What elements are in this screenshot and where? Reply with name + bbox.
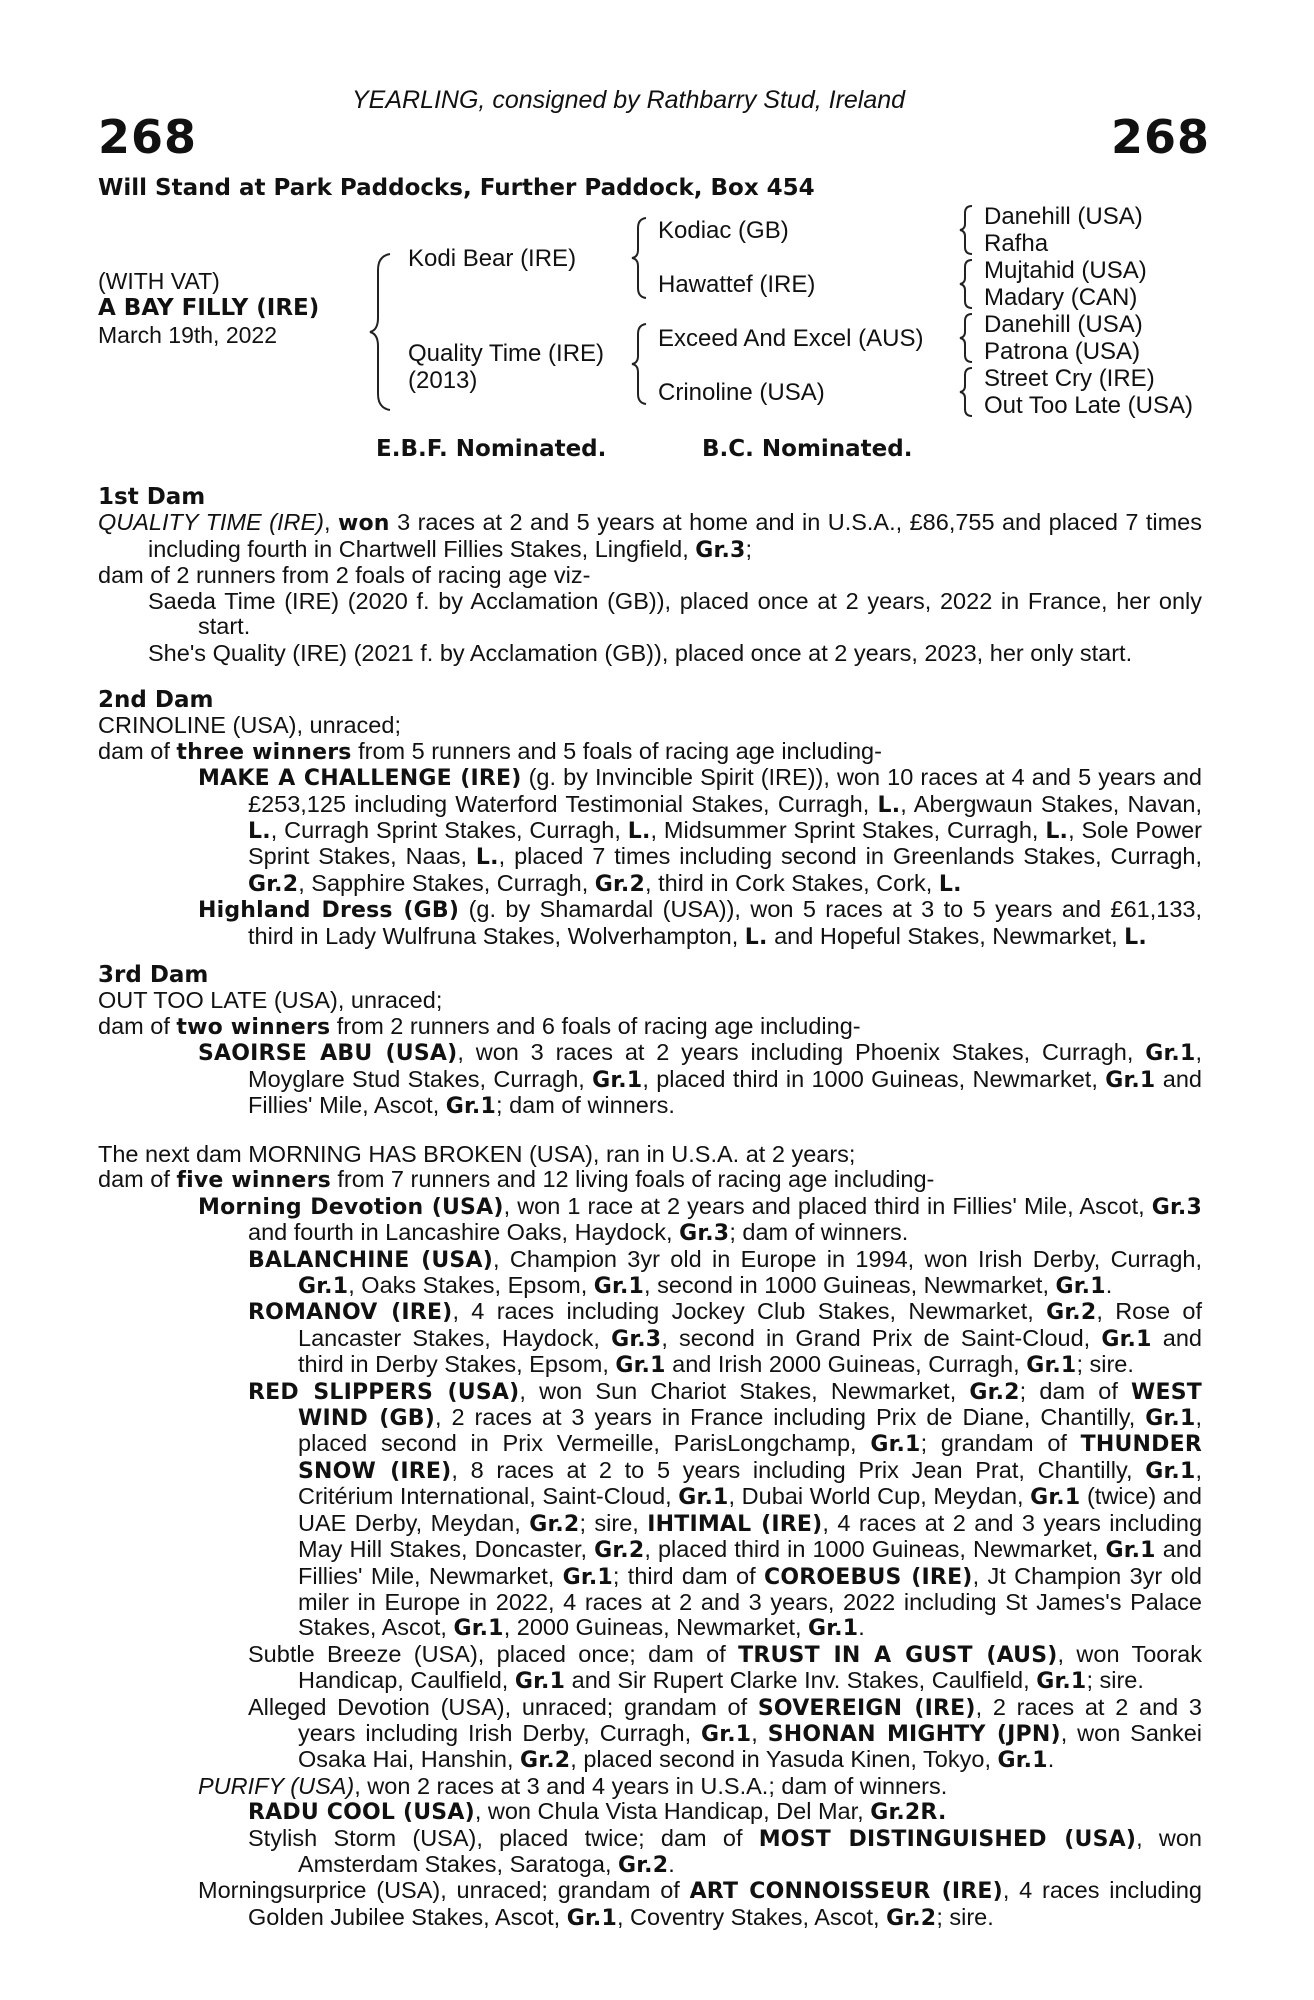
third-dam-section <box>98 963 1202 1119</box>
horse-name: Morning Devotion (USA) <box>198 1194 504 1220</box>
third-dam-produce-summary: dam of two winners from 2 runners and 6 foals of racing age including- <box>98 1012 861 1040</box>
produce-entry: Morningsurprice (USA), unraced; grandam of ART CONNOISSEUR (IRE), 4 races including Golden Jubilee Stakes, Ascot, Gr.1, Coventry Stakes, Ascot, Gr.2; sire. <box>198 1877 1202 1931</box>
dam-year: (2013) <box>408 367 478 394</box>
second-dam-section <box>98 688 1202 950</box>
subject-name: A BAY FILLY (IRE) <box>98 295 320 321</box>
horse-name: RED SLIPPERS (USA) <box>248 1379 520 1405</box>
pedigree-brace-sire <box>630 216 650 300</box>
dam: Quality Time (IRE) <box>408 340 605 367</box>
vat-note: (WITH VAT) <box>98 268 220 294</box>
produce-entry: She's Quality (IRE) (2021 f. by Acclamation (GB)), placed once at 2 years, 2023, her only start. <box>148 640 1133 667</box>
produce-entry: Saeda Time (IRE) (2020 f. by Acclamation (GB)), placed once at 2 years, 2022 in France, her only start. <box>148 587 1202 640</box>
dam-dam: Crinoline (USA) <box>658 379 825 406</box>
granddam-2: Madary (CAN) <box>984 284 1138 311</box>
pedigree-brace-main <box>368 252 398 412</box>
produce-entry: Subtle Breeze (USA), placed once; dam of TRUST IN A GUST (AUS), won Toorak Handicap, Caulfield, Gr.1 and Sir Rupert Clarke Inv. Stakes, Caulfield, Gr.1; sire. <box>248 1640 1202 1695</box>
granddam-4: Out Too Late (USA) <box>984 392 1193 419</box>
stand-location: Will Stand at Park Paddocks, Further Paddock, Box 454 <box>98 175 815 201</box>
produce-entry: RADU COOL (USA), won Chula Vista Handicap, Del Mar, Gr.2R. <box>248 1798 947 1826</box>
next-dam-produce-summary: dam of five winners from 7 runners and 12 living foals of racing age including- <box>98 1166 935 1194</box>
granddam-1: Rafha <box>984 230 1049 257</box>
produce-entry: Highland Dress (GB) (g. by Shamardal (USA)), won 5 races at 3 to 5 years and £61,133, third in Lady Wulfruna Stakes, Wolverhampton, L. and Hopeful Stakes, Newmarket, L. <box>198 896 1202 950</box>
grandsire-4: Street Cry (IRE) <box>984 365 1155 392</box>
produce-entry: Morning Devotion (USA), won 1 race at 2 years and placed third in Fillies' Mile, Ascot, Gr.3 and fourth in Lancashire Oaks, Haydock, Gr.3; dam of winners. <box>198 1192 1202 1247</box>
produce-entry: Stylish Storm (USA), placed twice; dam of MOST DISTINGUISHED (USA), won Amsterdam Stakes, Saratoga, Gr.2. <box>248 1824 1202 1878</box>
first-dam-produce-summary: dam of 2 runners from 2 foals of racing age viz- <box>98 562 591 589</box>
pedigree-brace-g4 <box>958 366 976 418</box>
consignment-line: YEARLING, consigned by Rathbarry Stud, Ireland <box>352 86 906 114</box>
first-dam-title: 1st Dam <box>98 484 206 510</box>
horse-name: RADU COOL (USA) <box>248 1800 475 1826</box>
pedigree-brace-g1 <box>958 204 976 256</box>
grandsire-2: Mujtahid (USA) <box>984 257 1147 284</box>
ebf-nomination: E.B.F. Nominated. <box>376 436 607 462</box>
produce-entry: SAOIRSE ABU (USA), won 3 races at 2 years including Phoenix Stakes, Curragh, Gr.1, Moyglare Stud Stakes, Curragh, Gr.1, placed third in 1000 Guineas, Newmarket, Gr.1 and Fillies' Mile, Ascot, Gr.1; dam of winners. <box>198 1039 1202 1120</box>
produce-entry: ROMANOV (IRE), 4 races including Jockey Club Stakes, Newmarket, Gr.2, Rose of Lancaster Stakes, Haydock, Gr.3, second in Grand Prix de Saint-Cloud, Gr.1 and third in Derby Stakes, Epsom, Gr.1 and Irish 2000 Guineas, Curragh, Gr.1; sire. <box>248 1298 1203 1379</box>
second-dam-produce-summary: dam of three winners from 5 runners and 5 foals of racing age including- <box>98 737 882 765</box>
third-dam-name: OUT TOO LATE (USA), unraced; <box>98 987 443 1014</box>
lot-number-right: 268 <box>1110 110 1210 164</box>
pedigree-brace-g2 <box>958 258 976 310</box>
produce-entry: BALANCHINE (USA), Champion 3yr old in Europe in 1994, won Irish Derby, Curragh, Gr.1, Oaks Stakes, Epsom, Gr.1, second in 1000 Guineas, Newmarket, Gr.1. <box>248 1245 1203 1300</box>
grandsire-3: Danehill (USA) <box>984 311 1143 338</box>
pedigree-brace-g3 <box>958 312 976 364</box>
first-dam-section <box>98 485 1202 667</box>
second-dam-title: 2nd Dam <box>98 687 214 713</box>
dam-sire: Exceed And Excel (AUS) <box>658 325 924 352</box>
sire: Kodi Bear (IRE) <box>408 245 577 272</box>
first-dam-name: QUALITY TIME (IRE) <box>98 509 324 536</box>
third-dam-title: 3rd Dam <box>98 962 209 988</box>
produce-entry: RED SLIPPERS (USA), won Sun Chariot Stakes, Newmarket, Gr.2; dam of WEST WIND (GB), 2 races at 3 years in France including Prix de Diane, Chantilly, Gr.1, placed second in Prix Vermeille, ParisLongchamp, Gr.1; grandam of THUNDER SNOW (IRE), 8 races at 2 to 5 years including Prix Jean Prat, Chantilly, Gr.1, Critérium International, Saint-Cloud, Gr.1, Dubai World Cup, Meydan, Gr.1 (twice) and UAE Derby, Meydan, Gr.2; sire, IHTIMAL (IRE), 4 races at 2 and 3 years including May Hill Stakes, Doncaster, Gr.2, placed third in 1000 Guineas, Newmarket, Gr.1 and Fillies' Mile, Newmarket, Gr.1; third dam of COROEBUS (IRE), Jt Champion 3yr old miler in Europe in 2022, 4 races at 2 and 3 years, 2022 including St James's Palace Stakes, Ascot, Gr.1, 2000 Guineas, Newmarket, Gr.1. <box>248 1377 1203 1642</box>
horse-name: SAOIRSE ABU (USA) <box>198 1041 458 1067</box>
lot-number-left: 268 <box>98 110 198 164</box>
horse-name: Highland Dress (GB) <box>198 898 460 924</box>
horse-name: ROMANOV (IRE) <box>248 1300 453 1326</box>
horse-name: PURIFY (USA) <box>198 1772 355 1799</box>
produce-entry: MAKE A CHALLENGE (IRE) (g. by Invincible Spirit (IRE)), won 10 races at 4 and 5 years and £253,125 including Waterford Testimonial Stakes, Curragh, L., Abergwaun Stakes, Navan, L., Curragh Sprint Stakes, Curragh, L., Midsummer Sprint Stakes, Curragh, L., Sole Power Sprint Stakes, Naas, L., placed 7 times including second in Greenlands Stakes, Curragh, Gr.2, Sapphire Stakes, Curragh, Gr.2, third in Cork Stakes, Cork, L. <box>198 764 1203 897</box>
granddam-3: Patrona (USA) <box>984 338 1141 365</box>
bc-nomination: B.C. Nominated. <box>702 436 913 462</box>
foaling-date: March 19th, 2022 <box>98 322 278 348</box>
pedigree-brace-dam <box>630 322 650 406</box>
next-dam-intro: The next dam MORNING HAS BROKEN (USA), ran in U.S.A. at 2 years; <box>98 1141 856 1167</box>
first-dam-record: QUALITY TIME (IRE), won 3 races at 2 and 5 years at home and in U.S.A., £86,755 and placed 7 times including fourth in Chartwell Fillies Stakes, Lingfield, Gr.3; <box>98 509 1202 563</box>
produce-entry: PURIFY (USA), won 2 races at 3 and 4 years in U.S.A.; dam of winners. <box>198 1772 948 1799</box>
won-label: won <box>337 511 390 537</box>
next-dam-section <box>98 1142 1202 1931</box>
grandsire-1: Danehill (USA) <box>984 203 1143 230</box>
sire-sire: Kodiac (GB) <box>658 217 789 244</box>
horse-name: BALANCHINE (USA) <box>248 1247 493 1273</box>
sire-dam: Hawattef (IRE) <box>658 271 816 298</box>
second-dam-name: CRINOLINE (USA), unraced; <box>98 712 401 739</box>
horse-name: MAKE A CHALLENGE (IRE) <box>198 766 522 792</box>
produce-entry: Alleged Devotion (USA), unraced; grandam of SOVEREIGN (IRE), 2 races at 2 and 3 years including Irish Derby, Curragh, Gr.1, SHONAN MIGHTY (JPN), won Sankei Osaka Hai, Hanshin, Gr.2, placed second in Yasuda Kinen, Tokyo, Gr.1. <box>248 1693 1203 1774</box>
